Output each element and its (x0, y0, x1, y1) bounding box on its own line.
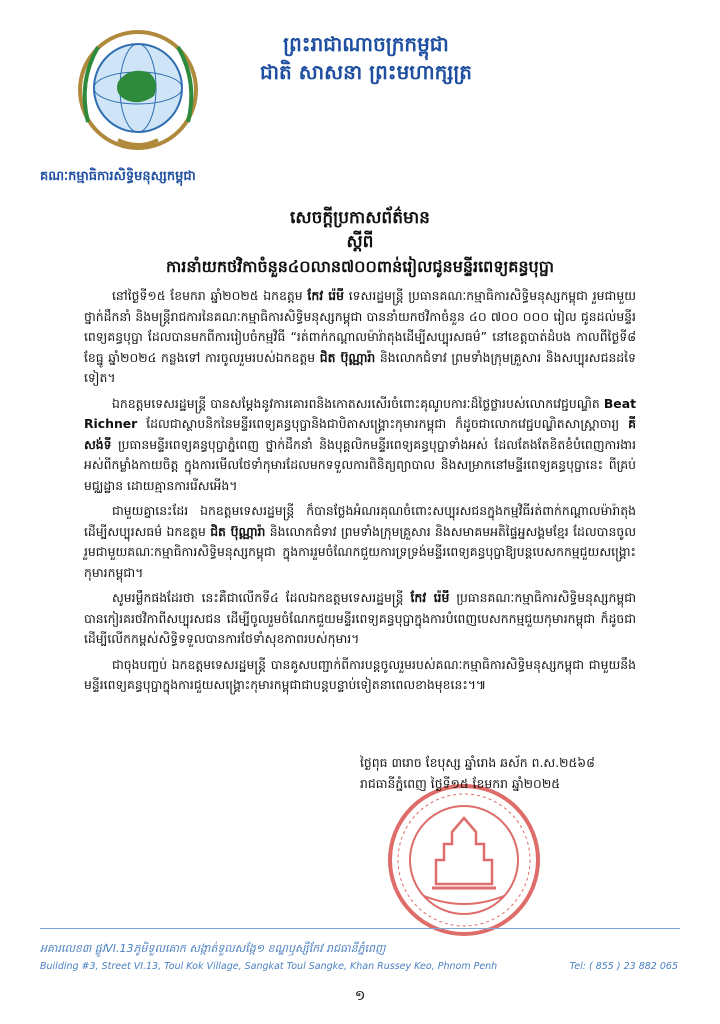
paragraph (84, 394, 636, 497)
person-name: ជិត ប៊ុណ្ណារ៉ា (319, 349, 376, 365)
person-name: ជិត ប៊ុណ្ណារ៉ា (210, 523, 266, 539)
organization-caption: គណៈកម្មាធិការសិទ្ធិមនុស្សកម្ពុជា (40, 169, 196, 184)
footer-divider (40, 928, 680, 929)
paragraph-text: ឯកឧត្តមទេសរដ្ឋមន្ត្រី បានសម្តែងនូវការគោរពនិងកោតសរសើរចំពោះគុណូបការៈដ៏ថ្លៃថ្លារបស់លោកវេជ្ជបណ្ឌិត (112, 395, 604, 411)
paragraph (84, 588, 636, 650)
document-subject: ការនាំយកថវិកាចំនួន៤០លាន៧០០ពាន់រៀលជូនមន្ទីរពេទ្យគន្ធបុប្ផា (166, 257, 554, 276)
committee-logo-icon (68, 22, 208, 162)
press-release-body (84, 286, 636, 701)
paragraph (84, 286, 636, 389)
footer-address-english: Building #3, Street VI.13, Toul Kok Village, Sangkat Toul Sangke, Khan Russey Keo, Phnom Penh (40, 961, 498, 972)
paragraph-text: និងលោកជំទាវ ព្រមទាំងក្រុមគ្រួសារ និងសមាគមអតិផ្ទៃអ្នសង្គមខ្មែរ ដែលបានចូលរួមជាមួយគណៈកម្មាធិការសិទ្ធិមនុស្សកម្ពុជា ក្នុងការរួមចំណែកជួយការទ្រទ្រង់មន្ទីរពេទ្យគន្ធបុប្ផាឱ្យបន្តបេសកកម្មជួយសង្គ្រោះកុមារកម្ពុជា។ (84, 523, 636, 580)
solar-date: រាជធានីភ្នំពេញ ថ្ងៃទី១៥ ខែមករា ឆ្នាំ២០២៥ (360, 776, 560, 791)
person-name: កែវ រ៉េមី (307, 288, 344, 303)
document-title: សេចក្តីប្រកាសព័ត៌មាន (290, 208, 430, 228)
paragraph-text: ប្រធានគណៈកម្មាធិការសិទ្ធិមនុស្សកម្ពុជា បានកៀរគរថវិកាពីសប្បុរសជន ដើម្បីចូលរួមចំណែកជួយមន្ទីរពេទ្យគន្ធបុប្ផាក្នុងការបំពេញបេសកកម្មជួយកុមារកម្ពុជា ក៏ដូចជាដើម្បីលើកកម្ពស់សិទ្ធិទទួលបានការថែទាំសុខភាពរបស់កុមារ។ (84, 590, 636, 646)
person-name: កែវ រ៉េមី (410, 590, 450, 605)
paragraph-text: និងលោកជំទាវ ព្រមទាំងក្រុមគ្រួសារ និងសប្បុរសជនដទៃទៀត។ (84, 349, 636, 385)
paragraph (84, 501, 636, 583)
paragraph-text: នៅថ្ងៃទី១៥ ខែមករា ឆ្នាំ២០២៥ ឯកឧត្តម (112, 288, 308, 303)
paragraph-text: ជាចុងបញ្ចប់ ឯកឧត្តមទេសរដ្ឋមន្ត្រី បានគូសបញ្ជាក់ពីការបន្តចូលរួមរបស់គណៈកម្មាធិការសិទ្ធិមនុស្សកម្ពុជា ជាមួយនឹងមន្ទីរពេទ្យគន្ធបុប្ផាក្នុងការជួយសង្គ្រោះកុមារកម្ពុជាជាបន្តបន្ទាប់ទៀតនាពេលខាងមុខនេះ។៕ (84, 656, 636, 692)
page-number: ១ (354, 988, 366, 1004)
person-name: Beat Richner (84, 395, 636, 431)
paragraph-text: ដែលជាស្ថាបនិកនៃមន្ទីរពេទ្យគន្ធបុប្ផានិងជាបិតាសង្គ្រោះកុមារកម្ពុជា ក៏ដូចជាលោកវេជ្ជបណ្ឌិតសាស្ត្រាចារ្យ (137, 416, 629, 431)
footer-telephone: Tel: ( 855 ) 23 882 065 (569, 961, 678, 972)
nation-religion-king-line: ជាតិ សាសនា ព្រះមហាក្សត្រ (260, 60, 472, 84)
paragraph (84, 655, 636, 696)
footer-address-khmer: អគារលេខ៣ ផ្លូវVI.13ភូមិទួលគោក សង្កាត់ទួលសង្កែ១ ខណ្ឌឫស្សីកែវ រាជធានីភ្នំពេញ (40, 942, 386, 955)
lunar-date: ថ្ងៃពុធ ៣រោច ខែបុស្ស ឆ្នាំរោង ឆស័ក ព.ស.២៥៦៨ (360, 755, 595, 770)
paragraph-text: សូមរម្លឹកផងដែរថា នេះគឺជាលើកទី៤ ដែលឯកឧត្តមទេសរដ្ឋមន្ត្រី (112, 590, 411, 605)
kingdom-motto (236, 30, 496, 86)
document-subject-label: ស្តីពី (346, 232, 374, 252)
paragraph-text: ទេសរដ្ឋមន្ត្រី ប្រធានគណៈកម្មាធិការសិទ្ធិមនុស្សកម្ពុជា រួមជាមួយថ្នាក់ដឹកនាំ និងមន្ត្រីរាជការនៃគណៈកម្មាធិការសិទ្ធិមនុស្សកម្ពុជា បាននាំយកថវិកាចំនួន ៤០ ៧០០ ០០០ រៀល ជូនដល់មន្ទីរពេទ្យគន្ធបុប្ផា ដែលបានមកពីការរៀបចំកម្មវិធី “រត់ពាក់កណ្តាលម៉ារ៉ាតុងដើម្បីសប្បុរសធម៌” នៅខេត្តបាត់ដំបង កាលពីថ្ងៃទី៨ ខែធ្នូ ឆ្នាំ២០២៤ កន្លងទៅ ការចូលរួមរបស់ឯកឧត្តម (84, 288, 636, 365)
paragraph-text: ប្រធានមន្ទីរពេទ្យគន្ធបុប្ផាភ្នំពេញ ថ្នាក់ដឹកនាំ និងបុគ្គលិកមន្ទីរពេទ្យគន្ធបុប្ផាទាំងអស់ ដែលតែងតែខិតខំបំពេញការងារអស់ពីកម្លាំងកាយចិត្ត ក្នុងការមើលថែទាំកុមារដែលមកទទួលការពិនិត្យព្យាបាល និងសម្រាកនៅមន្ទីរពេទ្យគន្ធបុប្ផានេះ ពីគ្រប់មជ្ឈដ្ឋាន ដោយគ្មានការរើសអើង។ (84, 436, 636, 493)
official-seal-icon (384, 780, 544, 940)
paragraph-text: ជាមួយគ្នានេះដែរ ឯកឧត្តមទេសរដ្ឋមន្ត្រី ក៏បានថ្លែងអំណរគុណចំពោះសប្បុរសជនក្នុងកម្មវិធីរត់ពាក់កណ្តាលម៉ារ៉ាតុងដើម្បីសប្បុរសធម៌ ឯកឧត្តម (84, 503, 636, 539)
press-release-heading (100, 206, 620, 280)
kingdom-line: ព្រះរាជាណាចក្រកម្ពុជា (283, 32, 449, 56)
dateline (360, 752, 660, 794)
person-name: គី សង់ទី (84, 416, 636, 452)
